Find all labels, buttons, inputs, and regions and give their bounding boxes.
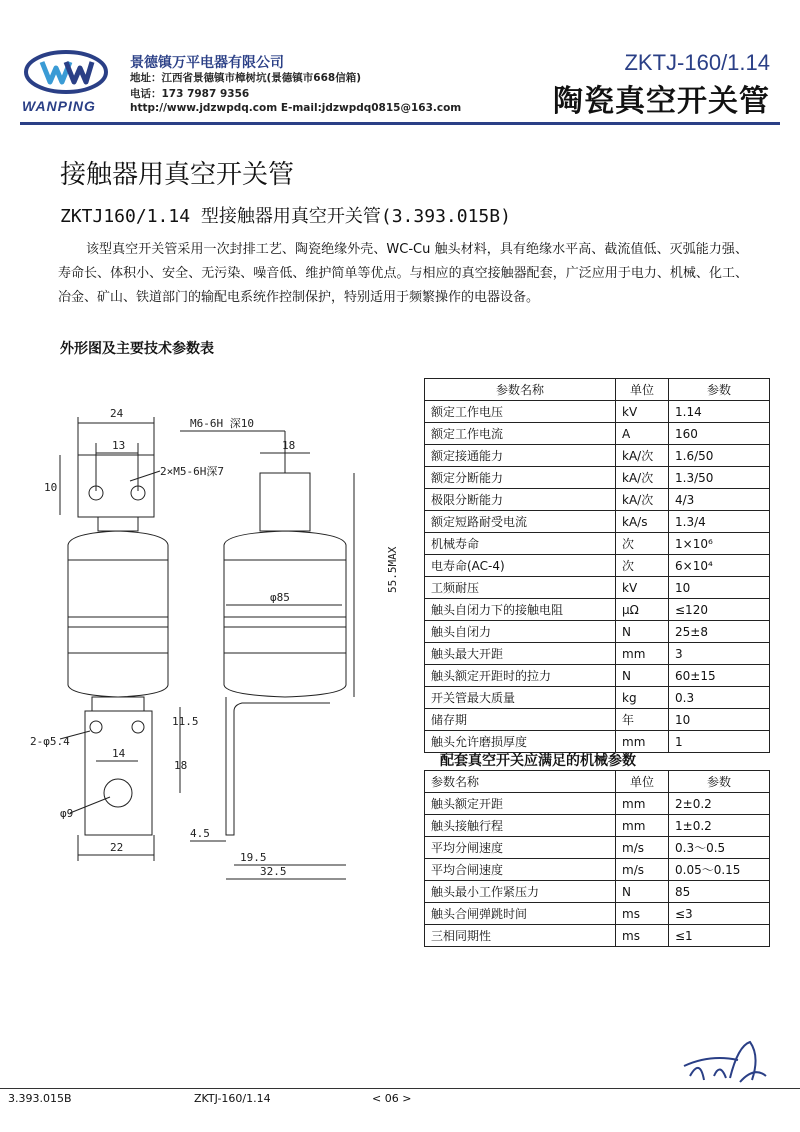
table-row: [425, 815, 770, 837]
param-name-cell: 触头最大开距: [425, 643, 616, 665]
company-web-email: http://www.jdzwpdq.com E-mail:jdzwpdq0815@163.com: [130, 102, 462, 114]
value-cell: 2±0.2: [669, 793, 770, 815]
table-row: [425, 709, 770, 731]
value-cell: 1.3/50: [669, 467, 770, 489]
table-header: 单位: [616, 771, 669, 793]
company-logo: [20, 48, 112, 118]
unit-cell: kA/次: [616, 489, 669, 511]
table-header: 参数: [669, 771, 770, 793]
company-phone: 电话：173 7987 9356: [130, 88, 250, 100]
dim-19-5: 19.5: [240, 851, 267, 864]
value-cell: 1±0.2: [669, 815, 770, 837]
param-name-cell: 额定短路耐受电流: [425, 511, 616, 533]
dim-4-5: 4.5: [190, 827, 210, 840]
table-row: [425, 925, 770, 947]
company-address: 地址：江西省景德镇市樟树坑(景德镇市668信箱): [130, 72, 362, 84]
mechanical-parameters-table: [424, 770, 770, 947]
drawing-right-body: [224, 531, 346, 697]
header-rule: [20, 122, 780, 125]
dim-22: 22: [110, 841, 124, 854]
value-cell: 25±8: [669, 621, 770, 643]
dim-10: 10: [44, 481, 58, 494]
unit-cell: N: [616, 621, 669, 643]
param-name-cell: 极限分断能力: [425, 489, 616, 511]
technical-parameters-table: [424, 378, 770, 753]
drawing-terminal: [85, 711, 152, 835]
param-name-cell: 触头最小工作紧压力: [425, 881, 616, 903]
param-name-cell: 触头接触行程: [425, 815, 616, 837]
table-header: 参数名称: [425, 379, 616, 401]
drawing-right-terminal: [226, 697, 330, 835]
unit-cell: mm: [616, 731, 669, 753]
signature-mark: [680, 1036, 770, 1088]
value-cell: 6×10⁴: [669, 555, 770, 577]
value-cell: 1: [669, 731, 770, 753]
param-name-cell: 工频耐压: [425, 577, 616, 599]
header-model: ZKTJ-160/1.14: [624, 50, 770, 75]
mechanical-table-caption: 配套真空开关应满足的机械参数: [440, 753, 636, 769]
table-header-row: [425, 771, 770, 793]
table1-body: [425, 401, 770, 753]
unit-cell: m/s: [616, 859, 669, 881]
unit-cell: kA/次: [616, 467, 669, 489]
unit-cell: A: [616, 423, 669, 445]
table-row: [425, 621, 770, 643]
param-name-cell: 平均合闸速度: [425, 859, 616, 881]
param-name-cell: 触头自闭力下的接触电阻: [425, 599, 616, 621]
param-name-cell: 电寿命(AC-4): [425, 555, 616, 577]
value-cell: 3: [669, 643, 770, 665]
section-title: 外形图及主要技术参数表: [60, 341, 214, 357]
unit-cell: ms: [616, 925, 669, 947]
drawing-body: [68, 531, 168, 697]
value-cell: 1.3/4: [669, 511, 770, 533]
param-name-cell: 额定分断能力: [425, 467, 616, 489]
value-cell: ≤1: [669, 925, 770, 947]
value-cell: 85: [669, 881, 770, 903]
param-name-cell: 触头自闭力: [425, 621, 616, 643]
logo-text: WANPING: [22, 98, 96, 114]
page-heading: 接触器用真空开关管: [60, 160, 295, 190]
drawing-right-top: [260, 473, 310, 531]
table-row: [425, 793, 770, 815]
unit-cell: mm: [616, 793, 669, 815]
unit-cell: 年: [616, 709, 669, 731]
table-row: [425, 859, 770, 881]
unit-cell: 次: [616, 533, 669, 555]
footer-page-number: < 06 >: [372, 1092, 412, 1105]
footer-code: 3.393.015B: [8, 1092, 72, 1105]
page-subheading: ZKTJ160/1.14 型接触器用真空开关管(3.393.015B): [60, 206, 511, 227]
unit-cell: N: [616, 881, 669, 903]
dim-2phi5-4: 2-φ5.4: [30, 735, 70, 748]
table-row: [425, 643, 770, 665]
unit-cell: ms: [616, 903, 669, 925]
dim-m5: 2×M5-6H深7: [160, 465, 224, 478]
unit-cell: kg: [616, 687, 669, 709]
table-header-row: [425, 379, 770, 401]
unit-cell: 次: [616, 555, 669, 577]
dim-14: 14: [112, 747, 126, 760]
value-cell: ≤3: [669, 903, 770, 925]
table-row: [425, 401, 770, 423]
param-name-cell: 触头额定开距时的拉力: [425, 665, 616, 687]
drawing-top-block: [78, 455, 154, 517]
param-name-cell: 机械寿命: [425, 533, 616, 555]
unit-cell: mm: [616, 643, 669, 665]
table-row: [425, 489, 770, 511]
param-name-cell: 三相同期性: [425, 925, 616, 947]
footer-rule: [0, 1088, 800, 1089]
param-name-cell: 额定工作电压: [425, 401, 616, 423]
dim-13: 13: [112, 439, 126, 452]
company-name: 景德镇万平电器有限公司: [130, 55, 284, 71]
dim-55-5max: 55.5MAX: [386, 546, 399, 593]
table-row: [425, 467, 770, 489]
value-cell: 1.14: [669, 401, 770, 423]
dim-11-5: 11.5: [172, 715, 199, 728]
value-cell: 0.3: [669, 687, 770, 709]
param-name-cell: 触头额定开距: [425, 793, 616, 815]
table-header: 参数名称: [425, 771, 616, 793]
unit-cell: m/s: [616, 837, 669, 859]
value-cell: 160: [669, 423, 770, 445]
param-name-cell: 平均分闸速度: [425, 837, 616, 859]
table-row: [425, 837, 770, 859]
table-row: [425, 577, 770, 599]
footer-model: ZKTJ-160/1.14: [194, 1092, 271, 1105]
value-cell: 10: [669, 577, 770, 599]
description-paragraph: 该型真空开关管采用一次封排工艺、陶瓷绝缘外壳、WC-Cu 触头材料，具有绝缘水平高、截流值低、灭弧能力强、寿命长、体积小、安全、无污染、噪音低、维护简单等优点。与相应的真空接触器配套，广泛应用于电力、机械、化工、冶金、矿山、铁道部门的输配电系统作控制保护，特别适用于频繁操作的电器设备。: [58, 242, 748, 305]
param-name-cell: 开关管最大质量: [425, 687, 616, 709]
table-row: [425, 555, 770, 577]
value-cell: 4/3: [669, 489, 770, 511]
unit-cell: mm: [616, 815, 669, 837]
value-cell: 0.3～0.5: [669, 837, 770, 859]
table-header: 参数: [669, 379, 770, 401]
unit-cell: kA/s: [616, 511, 669, 533]
value-cell: 1.6/50: [669, 445, 770, 467]
value-cell: 10: [669, 709, 770, 731]
dim-phi9: φ9: [60, 807, 74, 820]
dim-18-side: 18: [174, 759, 188, 772]
signature-logo: [680, 1036, 770, 1088]
unit-cell: N: [616, 665, 669, 687]
header-title: 陶瓷真空开关管: [553, 84, 770, 119]
param-name-cell: 额定接通能力: [425, 445, 616, 467]
value-cell: 0.05～0.15: [669, 859, 770, 881]
value-cell: 1×10⁶: [669, 533, 770, 555]
table-row: [425, 687, 770, 709]
dim-32-5: 32.5: [260, 865, 287, 878]
table-row: [425, 511, 770, 533]
param-name-cell: 触头允许磨损厚度: [425, 731, 616, 753]
unit-cell: kV: [616, 577, 669, 599]
dim-18-top: 18: [282, 439, 296, 452]
table-row: [425, 445, 770, 467]
dim-phi85: φ85: [270, 591, 290, 604]
table-row: [425, 533, 770, 555]
param-name-cell: 触头合闸弹跳时间: [425, 903, 616, 925]
table-row: [425, 881, 770, 903]
table-row: [425, 599, 770, 621]
table-row: [425, 903, 770, 925]
param-name-cell: 额定工作电流: [425, 423, 616, 445]
value-cell: ≤120: [669, 599, 770, 621]
param-name-cell: 储存期: [425, 709, 616, 731]
table2-body: [425, 793, 770, 947]
table-header: 单位: [616, 379, 669, 401]
unit-cell: μΩ: [616, 599, 669, 621]
unit-cell: kA/次: [616, 445, 669, 467]
dim-24: 24: [110, 407, 124, 420]
dim-m6: M6-6H 深10: [190, 417, 254, 430]
unit-cell: kV: [616, 401, 669, 423]
table-row: [425, 423, 770, 445]
value-cell: 60±15: [669, 665, 770, 687]
outline-drawing: [30, 395, 410, 885]
table-row: [425, 665, 770, 687]
